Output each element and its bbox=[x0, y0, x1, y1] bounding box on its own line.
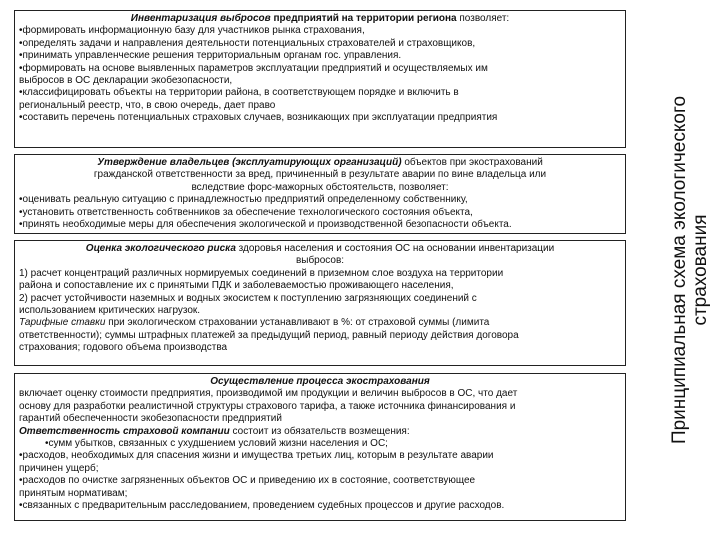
owners-approval-box bbox=[14, 154, 626, 234]
tariff-line: ответственности); суммы штрафных платежей за предыдущий период, равный периоду действия договора bbox=[19, 329, 519, 341]
list-item: •классифицировать объекты на территории района, в соответствующем порядке и включить в bbox=[19, 87, 459, 99]
list-item: причинен ущерб; bbox=[19, 462, 99, 474]
list-item: •расходов по очистке загрязненных объектов ОС и приведению их в состояние, соответствующее bbox=[19, 475, 476, 487]
tariff-line: страхования; годового объема производства bbox=[19, 342, 228, 354]
list-item: 1) расчет концентраций различных нормируемых соединений в приземном слое воздуха на территории bbox=[19, 267, 504, 279]
heading-rest: объектов при экострахований bbox=[401, 157, 543, 168]
list-item: принятым нормативам; bbox=[19, 487, 128, 499]
responsibility-line bbox=[19, 426, 621, 438]
list-item: •определять задачи и направления деятельности потенциальных страхователей и страховщиков, bbox=[19, 37, 476, 49]
list-item: использованием критических нагрузок. bbox=[19, 305, 201, 317]
box-heading bbox=[19, 13, 621, 25]
tariff-line bbox=[19, 317, 621, 329]
list-item: 2) расчет устойчивости наземных и водных экосистем к поступлению загрязняющих соединений с bbox=[19, 292, 477, 304]
list-item: •составить перечень потенциальных страховых случаев, возникающих при эксплуатации предприятия bbox=[19, 112, 498, 124]
list-item: района и сопоставление их с принятыми ПДК и заболеваемостью проживающего населения, bbox=[19, 280, 454, 292]
heading-line: гражданской ответственности за вред, причиненный в результате аварии по вине владельца или bbox=[93, 169, 547, 181]
responsibility-label: Ответственность страховой компании bbox=[19, 425, 230, 437]
text-line: гарантий обеспеченности экобезопасности предприятий bbox=[19, 413, 282, 425]
heading-rest: здоровья населения и состояния ОС на основании инвентаризации bbox=[235, 243, 555, 254]
heading-bold: предприятий на территории региона bbox=[270, 13, 457, 24]
list-item: •оценивать реальную ситуацию с принадлежностью предприятий определенному собственнику, bbox=[19, 194, 468, 206]
emissions-inventory-box bbox=[14, 10, 626, 148]
heading-italic: Инвентаризация выбросов bbox=[130, 13, 271, 24]
tariff-text: при экологическом страховании устанавливают в %: от страховой суммы (лимита bbox=[105, 317, 490, 329]
heading-line: вследствие форс-мажорных обстоятельств, позволяет: bbox=[191, 181, 449, 193]
box-heading bbox=[19, 243, 621, 255]
eco-insurance-process-box bbox=[14, 373, 626, 521]
list-item: выбросов в ОС декларации экобезопасности, bbox=[19, 75, 233, 87]
box-heading bbox=[19, 157, 621, 169]
risk-assessment-box bbox=[14, 240, 626, 366]
list-item: региональный реестр, что, в свою очередь, дает право bbox=[19, 99, 276, 111]
text-line: включает оценку стоимости предприятия, производимой им продукции и величин выбросов в ОС, что дает bbox=[19, 388, 518, 400]
heading-rest: позволяет: bbox=[456, 13, 510, 24]
list-item: •расходов, необходимых для спасения жизни и имущества третьих лиц, которым в результате аварии bbox=[19, 450, 494, 462]
heading-italic: Утверждение владельцев (эксплуатирующих организаций) bbox=[97, 157, 402, 168]
side-title bbox=[669, 20, 711, 520]
tariff-label: Тарифные ставки bbox=[19, 317, 106, 329]
list-item: •установить ответственность собтвенников за обеспечение технологического состояния объекта, bbox=[19, 206, 473, 218]
list-item: •сумм убытков, связанных с ухудшением условий жизни населения и ОС; bbox=[45, 438, 388, 450]
list-item: •формировать на основе выявленных параметров эксплуатации предприятий и осуществляемых им bbox=[19, 62, 488, 74]
list-item: •формировать информационную базу для участников рынка страхования, bbox=[19, 25, 365, 37]
text-line: основу для разработки реалистичной структуры страхового тарифа, а также источника финансирования и bbox=[19, 400, 516, 412]
heading-italic: Оценка экологического риска bbox=[85, 243, 236, 254]
list-item: •принять необходимые меры для обеспечения экологической и производственной безопасности объекта. bbox=[19, 219, 512, 231]
list-item: •принимать управленческие решения территориальным органам гос. управления. bbox=[19, 50, 402, 62]
heading-line: выбросов: bbox=[295, 255, 345, 267]
side-title-line1: Принципиальная схема экологического bbox=[669, 95, 690, 445]
responsibility-text: состоит из обязательств возмещения: bbox=[229, 425, 410, 437]
list-item: •связанных с предварительным расследованием, проведением судебных процессов и другие расходов. bbox=[19, 500, 505, 512]
box-heading: Осуществление процесса экострахования bbox=[210, 376, 430, 387]
side-title-line2: страхования bbox=[690, 214, 711, 326]
